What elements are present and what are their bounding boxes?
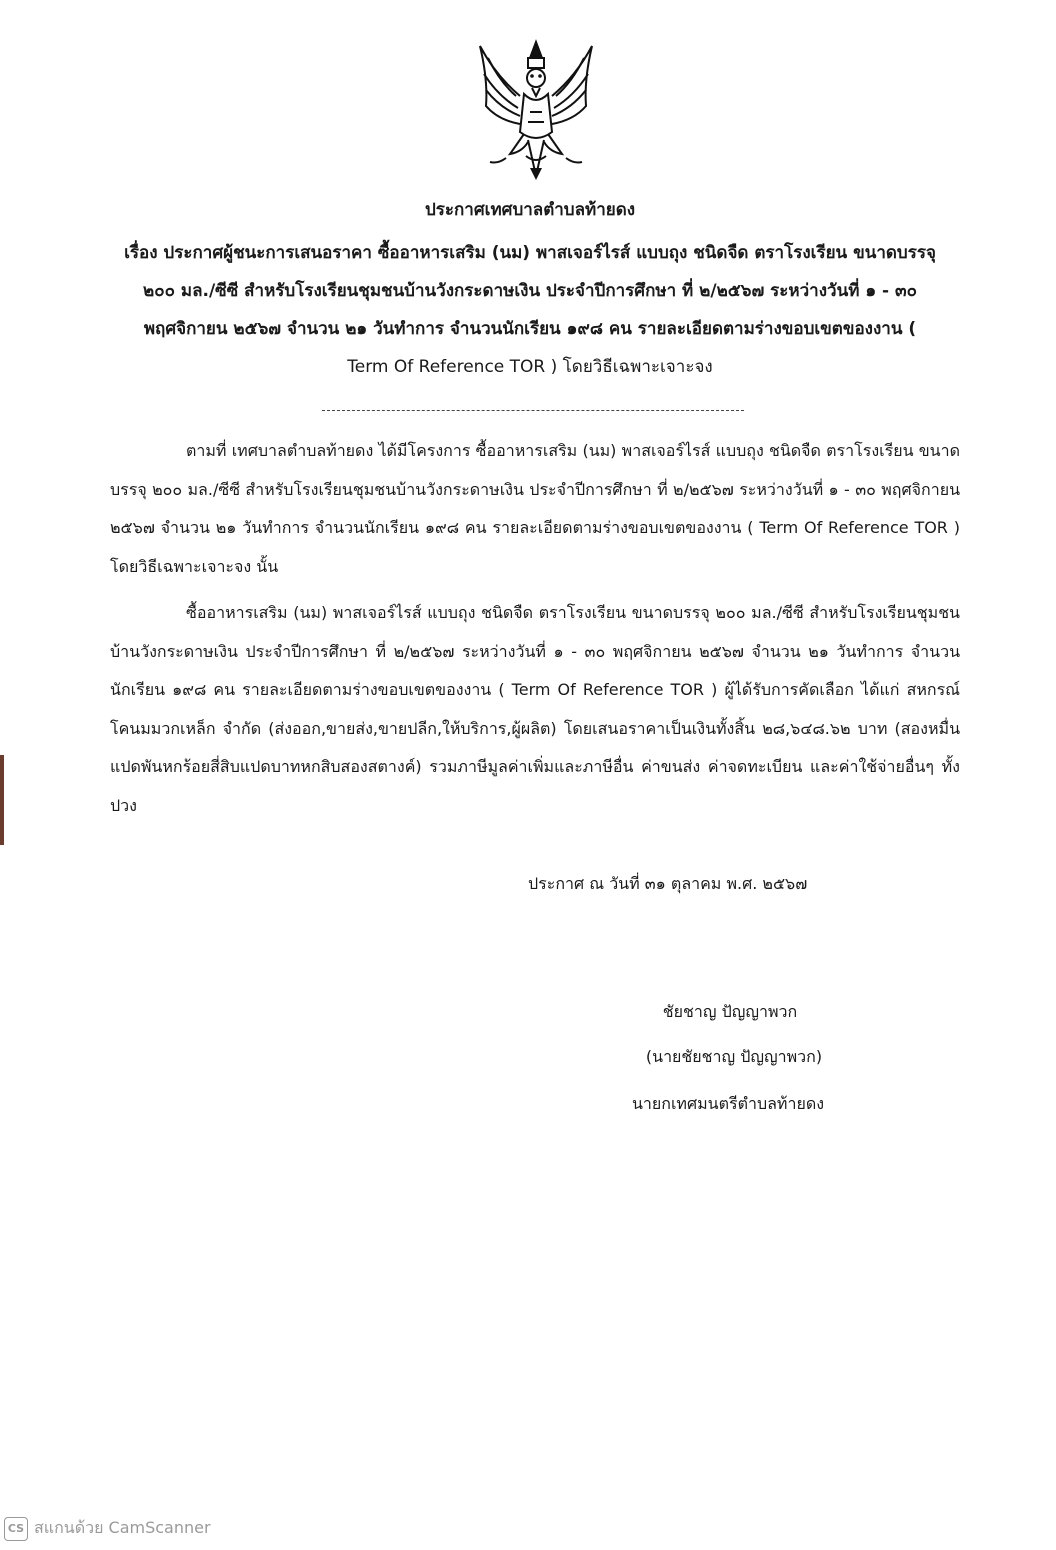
paragraph-project: ตามที่ เทศบาลตำบลท้ายดง ได้มีโครงการ ซื้ออาหารเสริม (นม) พาสเจอร์ไรส์ แบบถุง ชนิดจืด ตราโรงเรียน ขนาดบรรจุ ๒๐๐ มล./ซีซี สำหรับโรงเรียนชุมชนบ้านวังกระดาษเงิน ประจำปีการศึกษา ที่ ๒/๒๕๖๗ ระหว่างวันที่ ๑ - ๓๐ พฤศจิกายน ๒๕๖๗ จำนวน ๒๑ วันทำการ จำนวนนักเรียน ๑๙๘ คน รายละเอียดตามร่างขอบเขตของงาน ( Term Of Reference TOR ) โดยวิธีเฉพาะเจาะจง นั้น <box>110 441 960 576</box>
announcement-date: ประกาศ ณ วันที่ ๓๑ ตุลาคม พ.ศ. ๒๕๖๗ <box>528 874 808 893</box>
paragraph-winner: ซื้ออาหารเสริม (นม) พาสเจอร์ไรส์ แบบถุง ชนิดจืด ตราโรงเรียน ขนาดบรรจุ ๒๐๐ มล./ซีซี สำหรับโรงเรียนชุมชนบ้านวังกระดาษเงิน ประจำปีการศึกษา ที่ ๒/๒๕๖๗ ระหว่างวันที่ ๑ - ๓๐ พฤศจิกายน ๒๕๖๗ จำนวน ๒๑ วันทำการ จำนวนนักเรียน ๑๙๘ คน รายละเอียดตามร่างขอบเขตของงาน ( Term Of Reference TOR ) ผู้ได้รับการคัดเลือก ได้แก่ สหกรณ์โคนมมวกเหล็ก จำกัด (ส่งออก,ขายส่ง,ขายปลีก,ให้บริการ,ผู้ผลิต) โดยเสนอราคาเป็นเงินทั้งสิ้น ๒๘,๖๔๘.๖๒ บาท (สองหมื่นแปดพันหกร้อยสี่สิบแปดบาทหกสิบสองสตางค์) รวมภาษีมูลค่าเพิ่มและภาษีอื่น ค่าขนส่ง ค่าจดทะเบียน และค่าใช้จ่ายอื่นๆ ทั้งปวง <box>110 603 960 815</box>
camscanner-icon: CS <box>4 1517 28 1541</box>
subject-line: เรื่อง ประกาศผู้ชนะการเสนอราคา ซื้ออาหารเสริม (นม) พาสเจอร์ไรส์ แบบถุง ชนิดจืด ตราโรงเรียน ขนาดบรรจุ <box>124 243 936 263</box>
camscanner-text: สแกนด้วย CamScanner <box>34 1518 211 1537</box>
garuda-emblem-icon <box>466 36 606 186</box>
subject-line: ๒๐๐ มล./ซีซี สำหรับโรงเรียนชุมชนบ้านวังกระดาษเงิน ประจำปีการศึกษา ที่ ๒/๒๕๖๗ ระหว่างวันที่ ๑ - ๓๐ <box>142 281 917 301</box>
dashed-divider <box>322 410 744 411</box>
subject-line: พฤศจิกายน ๒๕๖๗ จำนวน ๒๑ วันทำการ จำนวนนักเรียน ๑๙๘ คน รายละเอียดตามร่างขอบเขตของงาน ( <box>143 319 917 339</box>
subject-block <box>80 234 980 386</box>
signatory-position: นายกเทศมนตรีตำบลท้ายดง <box>631 1094 825 1113</box>
scan-edge-mark <box>0 755 4 845</box>
camscanner-watermark <box>4 1516 211 1541</box>
subject-line: Term Of Reference TOR ) โดยวิธีเฉพาะเจาะจง <box>347 357 713 377</box>
organization-title: ประกาศเทศบาลตำบลท้ายดง <box>424 200 636 220</box>
signature-name: ชัยชาญ ปัญญาพวก <box>662 1002 798 1021</box>
signatory-full-name: (นายชัยชาญ ปัญญาพวก) <box>645 1047 823 1066</box>
